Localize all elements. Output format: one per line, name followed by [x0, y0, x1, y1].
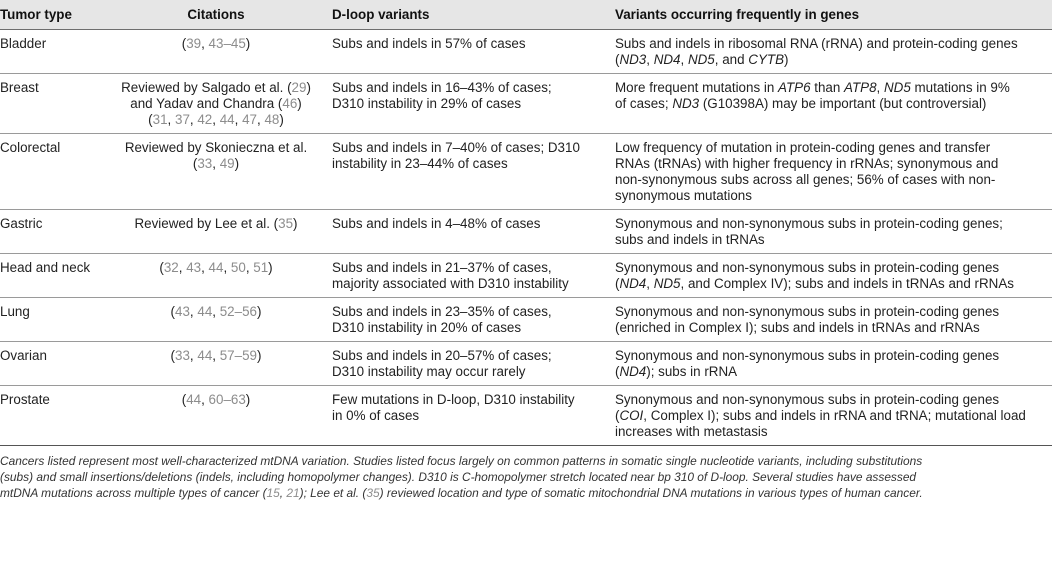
reference-link[interactable]: 32	[163, 260, 179, 275]
text-segment: )	[297, 96, 302, 111]
citation-line	[100, 216, 332, 232]
variant-line	[615, 232, 1052, 248]
footnote-line	[0, 453, 1052, 469]
table-header-row	[0, 0, 1052, 30]
tumor-type-cell: Ovarian	[0, 348, 47, 363]
text-segment: Synonymous and non-synonymous subs in protein-coding genes	[615, 304, 1000, 319]
text-segment: Reviewed by Lee et al. (	[134, 216, 279, 231]
text-segment: Subs and indels in ribosomal RNA (rRNA) and protein-coding genes	[615, 36, 1018, 51]
gene-name: ND5	[687, 52, 715, 67]
text-segment: ,	[223, 260, 231, 275]
text-segment: (	[170, 348, 176, 363]
text-segment: ); subs in rRNA	[646, 364, 738, 379]
text-segment: (G10398A) may be important (but controversial)	[699, 96, 987, 111]
reference-link[interactable]: 50	[230, 260, 246, 275]
text-segment: mtDNA mutations across multiple types of cancer (	[0, 486, 267, 501]
text-segment: ,	[212, 112, 220, 127]
text-segment: )	[268, 260, 273, 275]
citation-line	[100, 348, 332, 364]
table-row	[0, 30, 1052, 74]
text-segment: Synonymous and non-synonymous subs in protein-coding genes;	[615, 216, 1003, 231]
variant-line	[615, 80, 1052, 96]
text-segment: ,	[201, 392, 209, 407]
dloop-cell	[332, 74, 615, 134]
gene-variants-cell	[615, 210, 1052, 254]
text-segment: )	[784, 52, 789, 67]
citations-cell	[100, 210, 332, 254]
text-segment: of cases;	[615, 96, 673, 111]
text-segment: )	[293, 216, 298, 231]
reference-link[interactable]: 15	[266, 486, 280, 501]
tumor-type-cell: Colorectal	[0, 140, 61, 155]
text-segment: )	[256, 304, 262, 319]
variant-line	[615, 216, 1052, 232]
gene-name: ATP6	[778, 80, 811, 95]
citation-line	[100, 140, 332, 156]
variant-line	[615, 304, 1052, 320]
text-segment: (	[170, 304, 176, 319]
header-citations: Citations	[100, 0, 332, 30]
table-row	[0, 386, 1052, 446]
text-segment: )	[245, 392, 251, 407]
reference-link[interactable]: 48	[264, 112, 280, 127]
reference-link[interactable]: 31	[152, 112, 168, 127]
text-segment: (	[159, 260, 164, 275]
dloop-cell	[332, 30, 615, 74]
dloop-line: Few mutations in D-loop, D310 instability	[332, 392, 575, 407]
text-segment: )	[279, 112, 284, 127]
dloop-cell	[332, 134, 615, 210]
text-segment: Low frequency of mutation in protein-coding genes and transfer	[615, 140, 991, 155]
reference-link[interactable]: 29	[291, 80, 307, 95]
gene-variants-cell	[615, 298, 1052, 342]
reference-link[interactable]: 35	[366, 486, 380, 501]
text-segment: ,	[212, 156, 220, 171]
dloop-line: instability in 23–44% of cases	[332, 156, 508, 171]
dloop-line: D310 instability in 29% of cases	[332, 96, 522, 111]
citation-line	[100, 96, 332, 112]
text-segment: (enriched in Complex I); subs and indels in tRNAs and rRNAs	[615, 320, 980, 335]
text-segment: Reviewed by Skonieczna et al.	[124, 140, 308, 155]
text-segment: (	[181, 392, 187, 407]
text-segment: ,	[201, 260, 209, 275]
variant-line	[615, 172, 1052, 188]
text-segment: ,	[646, 276, 654, 291]
text-segment: ,	[876, 80, 884, 95]
reference-link[interactable]: 44	[186, 392, 202, 407]
reference-link[interactable]: 44	[197, 348, 213, 363]
text-segment: ,	[189, 112, 198, 127]
variant-line	[615, 188, 1052, 204]
text-segment: ,	[680, 52, 688, 67]
citations-cell	[100, 386, 332, 446]
variant-line	[615, 36, 1052, 52]
text-segment: (subs) and small insertions/deletions (indels, including homopolymer changes). D310 is C-homopolymer stretch located near bp 310 of D-loop. Several studies have assessed	[0, 470, 917, 485]
text-segment: (	[615, 364, 620, 379]
reference-link[interactable]: 60–63	[208, 392, 246, 407]
reference-link[interactable]: 47	[242, 112, 257, 127]
table-body	[0, 30, 1052, 446]
text-segment: RNAs (tRNAs) with higher frequency in rRNAs; synonymous and	[615, 156, 999, 171]
reference-link[interactable]: 43	[186, 260, 202, 275]
text-segment: , and Complex IV); subs and indels in tRNAs and rRNAs	[680, 276, 1014, 291]
variant-line	[615, 156, 1052, 172]
citations-cell	[100, 134, 332, 210]
dloop-line: in 0% of cases	[332, 408, 420, 423]
reference-link[interactable]: 35	[278, 216, 294, 231]
variant-line	[615, 140, 1052, 156]
gene-variants-cell	[615, 30, 1052, 74]
header-tumor-type: Tumor type	[0, 0, 100, 30]
variant-line	[615, 276, 1052, 292]
dloop-line: Subs and indels in 4–48% of cases	[332, 216, 541, 231]
reference-link[interactable]: 42	[197, 112, 213, 127]
gene-name: ATP8	[844, 80, 877, 95]
dloop-line: Subs and indels in 23–35% of cases,	[332, 304, 552, 319]
text-segment: ,	[245, 260, 254, 275]
reference-link[interactable]: 44	[208, 260, 224, 275]
citations-cell	[100, 30, 332, 74]
tumor-type-cell: Prostate	[0, 392, 50, 407]
dloop-line: majority associated with D310 instability	[332, 276, 569, 291]
text-segment: , Complex I); subs and indels in rRNA and tRNA; mutational load	[643, 408, 1026, 423]
citations-cell	[100, 298, 332, 342]
text-segment: ,	[189, 304, 198, 319]
variant-line	[615, 320, 1052, 336]
tumor-type-cell: Breast	[0, 80, 39, 95]
variant-line	[615, 52, 1052, 68]
dloop-line: Subs and indels in 16–43% of cases;	[332, 80, 552, 95]
text-segment: Synonymous and non-synonymous subs in protein-coding genes	[615, 260, 1000, 275]
tumor-type-cell: Head and neck	[0, 260, 91, 275]
reference-link[interactable]: 51	[253, 260, 269, 275]
text-segment: (	[181, 36, 187, 51]
dloop-cell	[332, 254, 615, 298]
text-segment: synonymous mutations	[615, 188, 752, 203]
reference-link[interactable]: 49	[219, 156, 235, 171]
text-segment: and Yadav and Chandra (	[130, 96, 283, 111]
text-segment: ,	[189, 348, 198, 363]
gene-name: ND4	[619, 364, 647, 379]
text-segment: (	[192, 156, 198, 171]
dloop-line: Subs and indels in 7–40% of cases; D310	[332, 140, 580, 155]
table-row	[0, 210, 1052, 254]
text-segment: , and	[714, 52, 749, 67]
dloop-cell	[332, 386, 615, 446]
gene-name: CYTB	[748, 52, 784, 67]
reference-link[interactable]: 21	[286, 486, 300, 501]
gene-variants-cell	[615, 254, 1052, 298]
gene-name: ND5	[883, 80, 911, 95]
text-segment: ) reviewed location and type of somatic mitochondrial DNA mutations in various types of human cancer.	[379, 486, 923, 501]
footnote-line	[0, 469, 1052, 485]
text-segment: non-synonymous subs across all genes; 56% of cases with non-	[615, 172, 996, 187]
table-row	[0, 74, 1052, 134]
text-segment: ,	[178, 260, 187, 275]
dloop-cell	[332, 298, 615, 342]
citations-cell	[100, 342, 332, 386]
dloop-line: Subs and indels in 21–37% of cases,	[332, 260, 552, 275]
header-dloop-variants: D-loop variants	[332, 0, 615, 30]
reference-link[interactable]: 44	[219, 112, 235, 127]
text-segment: ,	[212, 304, 220, 319]
variant-line	[615, 260, 1052, 276]
variant-line	[615, 392, 1052, 408]
text-segment: (	[615, 52, 620, 67]
dloop-cell	[332, 210, 615, 254]
header-gene-variants: Variants occurring frequently in genes	[615, 0, 1052, 30]
text-segment: ,	[256, 112, 265, 127]
reference-link[interactable]: 33	[175, 348, 190, 363]
text-segment: ,	[201, 36, 209, 51]
gene-variants-cell	[615, 342, 1052, 386]
gene-variants-cell	[615, 134, 1052, 210]
citations-cell	[100, 254, 332, 298]
dloop-line: Subs and indels in 57% of cases	[332, 36, 526, 51]
dloop-cell	[332, 342, 615, 386]
reference-link[interactable]: 39	[186, 36, 202, 51]
citation-line	[100, 112, 332, 128]
reference-link[interactable]: 46	[282, 96, 298, 111]
citation-line	[100, 304, 332, 320]
text-segment: )	[256, 348, 262, 363]
table-row	[0, 298, 1052, 342]
text-segment: )	[245, 36, 251, 51]
text-segment: ,	[234, 112, 243, 127]
text-segment: subs and indels in tRNAs	[615, 232, 765, 247]
gene-name: ND5	[653, 276, 681, 291]
tumor-type-cell: Lung	[0, 304, 30, 319]
text-segment: than	[810, 80, 845, 95]
footnote-line	[0, 485, 1052, 501]
reference-link[interactable]: 33	[197, 156, 213, 171]
table-row	[0, 342, 1052, 386]
gene-name: ND4	[619, 276, 647, 291]
text-segment: ); Lee et al. (	[299, 486, 367, 501]
text-segment: )	[306, 80, 311, 95]
text-segment: Synonymous and non-synonymous subs in protein-coding genes	[615, 348, 1000, 363]
text-segment: Synonymous and non-synonymous subs in protein-coding genes	[615, 392, 1000, 407]
gene-variants-cell	[615, 386, 1052, 446]
variant-line	[615, 408, 1052, 424]
text-segment: Cancers listed represent most well-characterized mtDNA variation. Studies listed focus largely on common patterns in somatic single nucleotide variants, including substitutions	[0, 454, 923, 468]
text-segment: (	[615, 276, 620, 291]
citation-line	[100, 260, 332, 276]
gene-name: COI	[619, 408, 644, 423]
text-segment: More frequent mutations in	[615, 80, 779, 95]
reference-link[interactable]: 52–56	[219, 304, 257, 319]
reference-link[interactable]: 37	[175, 112, 190, 127]
gene-name: ND4	[653, 52, 681, 67]
citations-cell	[100, 74, 332, 134]
gene-variants-cell	[615, 74, 1052, 134]
citation-line	[100, 156, 332, 172]
dloop-line: Subs and indels in 20–57% of cases;	[332, 348, 552, 363]
text-segment: mutations in 9%	[910, 80, 1010, 95]
table-row	[0, 254, 1052, 298]
text-segment: )	[234, 156, 240, 171]
variant-line	[615, 364, 1052, 380]
text-segment: increases with metastasis	[615, 424, 768, 439]
tumor-type-cell: Gastric	[0, 216, 43, 231]
text-segment: ,	[167, 112, 175, 127]
text-segment: (	[148, 112, 153, 127]
tumor-type-cell: Bladder	[0, 36, 47, 51]
citation-line	[100, 80, 332, 96]
citation-line	[100, 392, 332, 408]
gene-name: ND3	[672, 96, 700, 111]
text-segment: ,	[646, 52, 654, 67]
variant-line	[615, 96, 1052, 112]
text-segment: ,	[212, 348, 220, 363]
table-footnote	[0, 453, 1052, 502]
variant-line	[615, 424, 1052, 440]
reference-link[interactable]: 43	[175, 304, 190, 319]
text-segment: ,	[279, 486, 287, 501]
table-row	[0, 134, 1052, 210]
dloop-line: D310 instability in 20% of cases	[332, 320, 522, 335]
dloop-line: D310 instability may occur rarely	[332, 364, 526, 379]
reference-link[interactable]: 43–45	[208, 36, 246, 51]
text-segment: (	[615, 408, 620, 423]
citation-line	[100, 36, 332, 52]
reference-link[interactable]: 44	[197, 304, 213, 319]
gene-name: ND3	[619, 52, 647, 67]
reference-link[interactable]: 57–59	[219, 348, 257, 363]
text-segment: Reviewed by Salgado et al. (	[121, 80, 292, 95]
variant-line	[615, 348, 1052, 364]
